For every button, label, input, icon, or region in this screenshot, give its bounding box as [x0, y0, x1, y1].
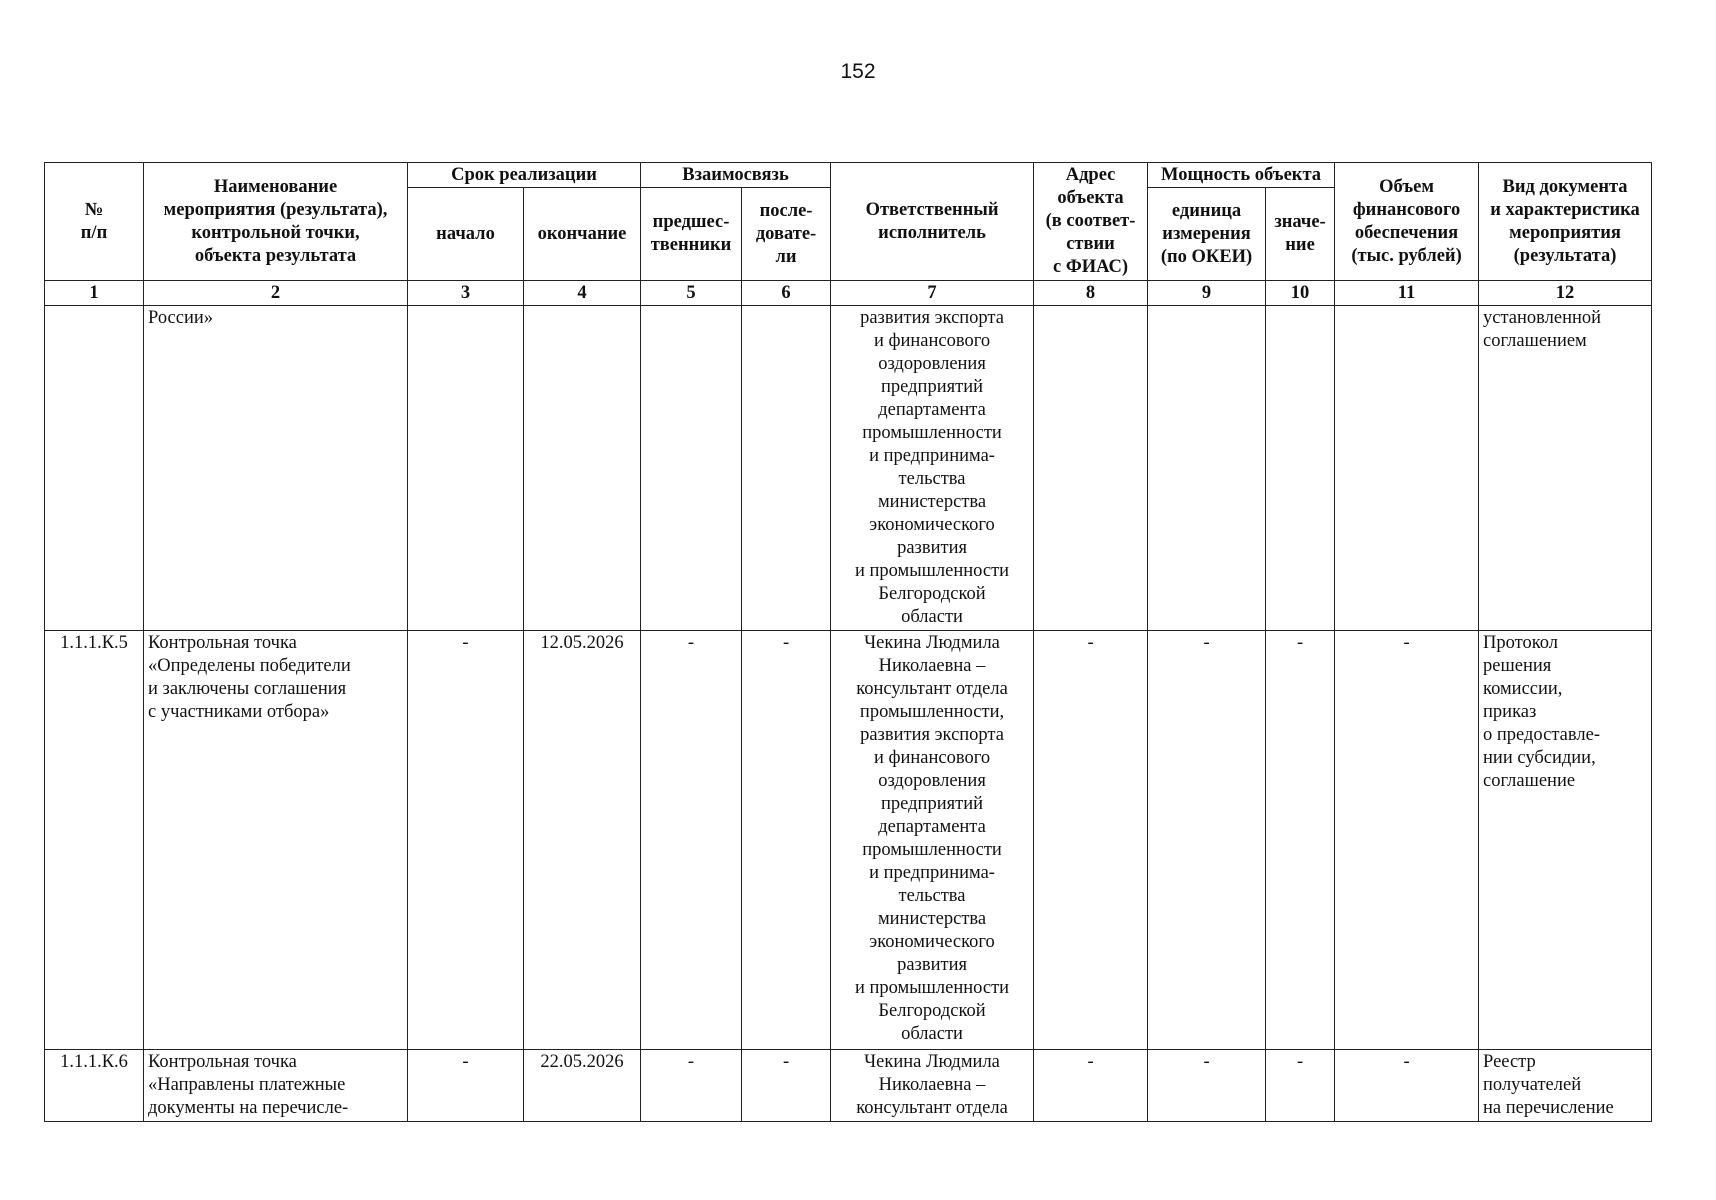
header-term-group: Срок реализации — [408, 163, 641, 188]
row-address: - — [1034, 1050, 1148, 1122]
header-value: значе- ние — [1266, 188, 1335, 281]
row-finance: - — [1335, 631, 1479, 1050]
row-predecessors — [641, 306, 742, 631]
column-number: 7 — [831, 281, 1034, 306]
column-number: 1 — [45, 281, 144, 306]
row-predecessors: - — [641, 631, 742, 1050]
row-finance — [1335, 306, 1479, 631]
table-row — [45, 631, 1652, 1050]
activity-plan-table — [44, 162, 1652, 1122]
column-number: 5 — [641, 281, 742, 306]
column-number: 4 — [524, 281, 641, 306]
row-successors: - — [742, 631, 831, 1050]
row-num: 1.1.1.К.5 — [45, 631, 144, 1050]
row-document: установленной соглашением — [1479, 306, 1652, 631]
table-row — [45, 1050, 1652, 1122]
header-end: окончание — [524, 188, 641, 281]
row-finance: - — [1335, 1050, 1479, 1122]
row-num — [45, 306, 144, 631]
header-predecessors: предшес- твенники — [641, 188, 742, 281]
row-end: 22.05.2026 — [524, 1050, 641, 1122]
column-number: 3 — [408, 281, 524, 306]
header-responsible: Ответственный исполнитель — [831, 163, 1034, 281]
row-start: - — [408, 631, 524, 1050]
row-successors — [742, 306, 831, 631]
row-value: - — [1266, 631, 1335, 1050]
row-name: Контрольная точка «Направлены платежные документы на перечисле- — [144, 1050, 408, 1122]
header-num: № п/п — [45, 163, 144, 281]
header-link-group: Взаимосвязь — [641, 163, 831, 188]
column-number-row — [45, 281, 1652, 306]
row-start — [408, 306, 524, 631]
column-number: 9 — [1148, 281, 1266, 306]
row-address — [1034, 306, 1148, 631]
column-number: 11 — [1335, 281, 1479, 306]
table-row — [45, 306, 1652, 631]
header-finance: Объем финансового обеспечения (тыс. рублей) — [1335, 163, 1479, 281]
column-number: 8 — [1034, 281, 1148, 306]
row-end — [524, 306, 641, 631]
row-end: 12.05.2026 — [524, 631, 641, 1050]
row-document: Реестр получателей на перечисление — [1479, 1050, 1652, 1122]
row-name: России» — [144, 306, 408, 631]
header-start: начало — [408, 188, 524, 281]
column-number: 12 — [1479, 281, 1652, 306]
column-number: 10 — [1266, 281, 1335, 306]
row-responsible: развития экспорта и финансового оздоровления предприятий департамента промышленности и предпринима- тельства министерства экономического развития и промышленности Белгородской области — [831, 306, 1034, 631]
header-successors: после- довате- ли — [742, 188, 831, 281]
row-unit: - — [1148, 631, 1266, 1050]
header-name: Наименование мероприятия (результата), контрольной точки, объекта результата — [144, 163, 408, 281]
row-responsible: Чекина Людмила Николаевна – консультант отдела — [831, 1050, 1034, 1122]
row-num: 1.1.1.К.6 — [45, 1050, 144, 1122]
row-unit: - — [1148, 1050, 1266, 1122]
row-address: - — [1034, 631, 1148, 1050]
table-body — [45, 306, 1652, 1122]
header-document: Вид документа и характеристика мероприятия (результата) — [1479, 163, 1652, 281]
page-number: 152 — [840, 60, 876, 83]
column-number: 2 — [144, 281, 408, 306]
table-header — [45, 163, 1652, 306]
header-power-group: Мощность объекта — [1148, 163, 1335, 188]
row-successors: - — [742, 1050, 831, 1122]
row-predecessors: - — [641, 1050, 742, 1122]
header-address: Адрес объекта (в соответ- ствии с ФИАС) — [1034, 163, 1148, 281]
row-value: - — [1266, 1050, 1335, 1122]
row-document: Протокол решения комиссии, приказ о предоставле- нии субсидии, соглашение — [1479, 631, 1652, 1050]
column-number: 6 — [742, 281, 831, 306]
row-name: Контрольная точка «Определены победители и заключены соглашения с участниками отбора» — [144, 631, 408, 1050]
row-value — [1266, 306, 1335, 631]
row-start: - — [408, 1050, 524, 1122]
row-unit — [1148, 306, 1266, 631]
row-responsible: Чекина Людмила Николаевна – консультант отдела промышленности, развития экспорта и финансового оздоровления предприятий департамента промышленности и предпринима- тельства министерства экономического развития и промышленности Белгородской области — [831, 631, 1034, 1050]
header-unit: единица измерения (по ОКЕИ) — [1148, 188, 1266, 281]
